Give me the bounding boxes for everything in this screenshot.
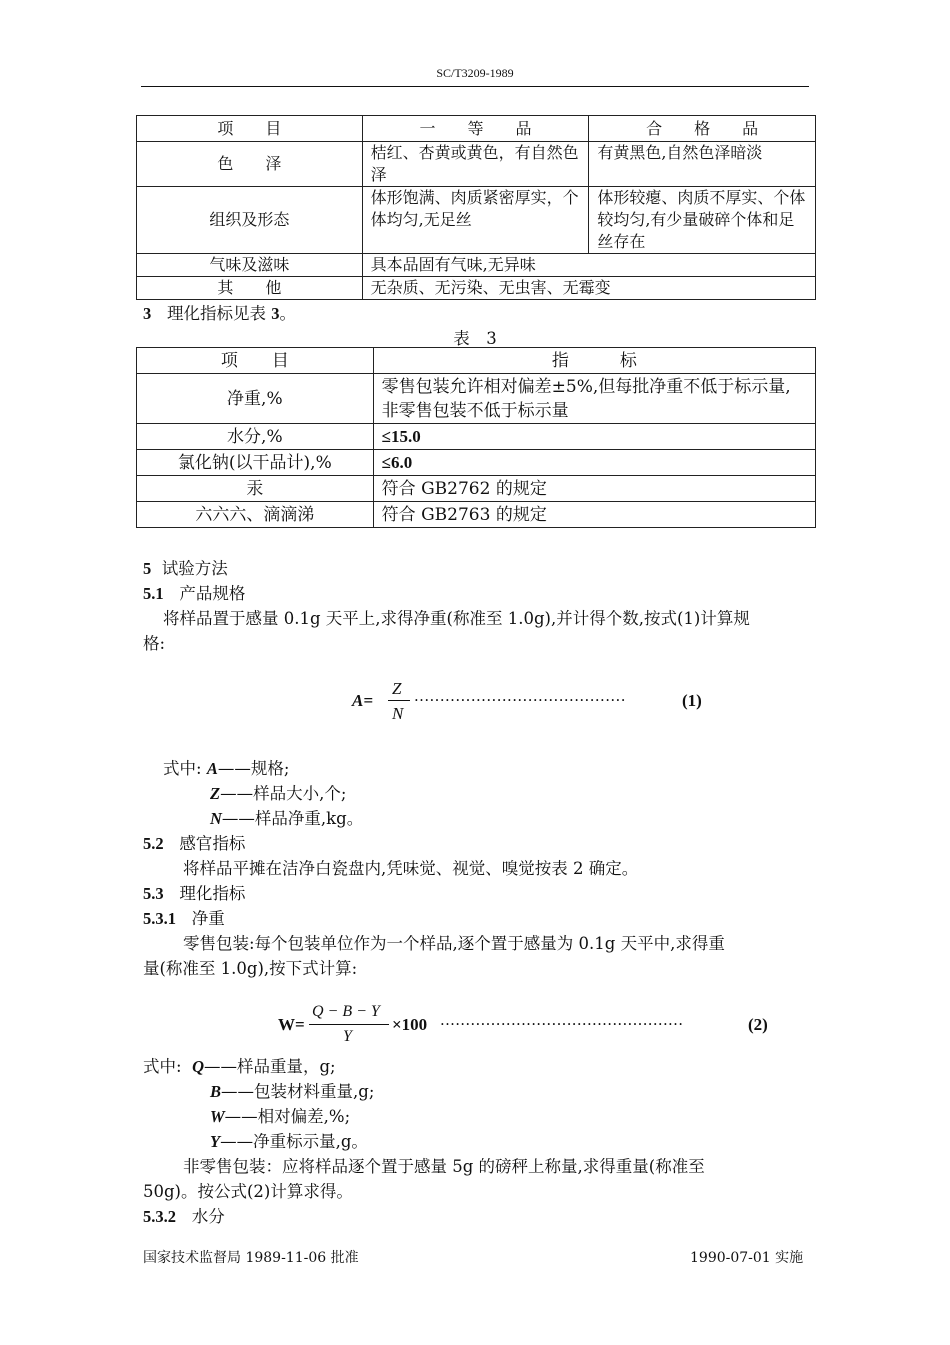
paragraph: 将样品平摊在洁净白瓷盘内,凭味觉、视觉、嗅觉按表 2 确定。 [183, 859, 639, 878]
var-symbol: Z [210, 784, 221, 803]
table-cell: 符合 GB2763 的规定 [373, 502, 815, 528]
table-header-cell: 指 标 [373, 348, 815, 374]
table-row [137, 254, 816, 277]
formula-1-lhs: A= [352, 691, 374, 710]
header-rule [141, 86, 809, 87]
formula-2-dots: ················································ [440, 1015, 684, 1033]
var-line [210, 1103, 350, 1127]
table-header-cell: 项 目 [137, 348, 374, 374]
paragraph: 50g)。按公式(2)计算求得。 [143, 1182, 353, 1201]
table-3 [136, 347, 816, 528]
table-row [137, 142, 816, 187]
where-1: 式中: A——规格; [163, 759, 290, 778]
table-row [137, 476, 816, 502]
var-desc: ——相对偏差,%; [224, 1107, 351, 1126]
section-5-title [143, 555, 228, 579]
table-cell: 汞 [137, 476, 374, 502]
section-number: 3 [143, 304, 152, 323]
paragraph: 格: [143, 634, 166, 653]
table-row [137, 374, 816, 424]
section-5-3-2-title [143, 1203, 225, 1227]
var-symbol: N [210, 809, 222, 828]
section-number: 5 [143, 559, 152, 578]
table-cell: 净重,% [137, 374, 374, 424]
table-2 [136, 115, 816, 300]
section-5-3-1-title [143, 905, 225, 929]
table-cell: 组织及形态 [137, 187, 363, 254]
table-cell: 无杂质、无污染、无虫害、无霉变 [362, 277, 815, 300]
table-cell: 体形较瘪、肉质不厚实、个体较均匀,有少量破碎个体和足丝存在 [589, 187, 816, 254]
table-row [137, 450, 816, 476]
section-title: 水分 [191, 1207, 225, 1226]
section-text: 理化指标见表 [167, 304, 266, 323]
table-header-cell: 合 格 品 [589, 116, 816, 142]
table-cell: 有黄黑色,自然色泽暗淡 [589, 142, 816, 187]
var-symbol: Q [192, 1057, 204, 1076]
table-header-row [137, 116, 816, 142]
table-cell: ≤15.0 [373, 424, 815, 450]
formula-1-fraction-bar [388, 700, 410, 701]
formula-2-fraction-bar [309, 1024, 389, 1025]
formula-2-lhs: W= [278, 1015, 305, 1034]
table-cell: 具本品固有气味,无异味 [362, 254, 815, 277]
footer-approval: 国家技术监督局 1989-11-06 批准 [143, 1250, 359, 1266]
section-number: 5.3 [143, 884, 164, 903]
formula-2-denominator: Y [343, 1028, 352, 1045]
section-title: 理化指标 [179, 884, 246, 903]
var-symbol: A [206, 759, 218, 778]
formula-2-multiplier: ×100 [392, 1015, 428, 1034]
table-ref: 3 [271, 304, 280, 323]
section-title: 试验方法 [161, 559, 228, 578]
table-row [137, 277, 816, 300]
var-symbol: B [210, 1082, 222, 1101]
var-desc: ——样品大小,个; [220, 784, 347, 803]
paragraph: 量(称准至 1.0g),按下式计算: [143, 959, 358, 978]
table-cell: 水分,% [137, 424, 374, 450]
formula-1-numerator: Z [392, 679, 402, 698]
table-cell: 桔红、杏黄或黄色，有自然色泽 [362, 142, 589, 187]
table-header-cell: 一 等 品 [362, 116, 589, 142]
var-symbol: W [210, 1107, 225, 1126]
table-cell: 氯化钠(以干品计),% [137, 450, 374, 476]
table-row [137, 424, 816, 450]
formula-1-denominator: N [392, 704, 404, 723]
table-cell: 零售包装允许相对偏差±5%,但每批净重不低于标示量,非零售包装不低于标示量 [373, 374, 815, 424]
var-line [210, 805, 363, 829]
paragraph: 将样品置于感量 0.1g 天平上,求得净重(称准至 1.0g),并计得个数,按式(1)计算规 [163, 609, 750, 628]
var-line [210, 1128, 368, 1152]
var-line [210, 1078, 374, 1102]
table-cell: 体形饱满、肉质紧密厚实，个体均匀,无足丝 [362, 187, 589, 254]
section-title: 产品规格 [179, 584, 246, 603]
formula-1-tag: (1) [682, 691, 702, 710]
section-title: 感官指标 [179, 834, 246, 853]
table-cell: 符合 GB2762 的规定 [373, 476, 815, 502]
table-cell: 色 泽 [137, 142, 363, 187]
table-cell: 其 他 [137, 277, 363, 300]
footer-effective: 1990-07-01 实施 [690, 1250, 804, 1266]
var-desc: ——包装材料重量,g; [221, 1082, 375, 1101]
paragraph: 零售包装:每个包装单位作为一个样品,逐个置于感量为 0.1g 天平中,求得重 [183, 934, 725, 953]
table-cell: 气味及滋味 [137, 254, 363, 277]
section-title: 净重 [191, 909, 225, 928]
var-symbol: Y [210, 1132, 221, 1151]
section-3-line [143, 300, 296, 324]
section-number: 5.2 [143, 834, 164, 853]
var-desc: ——样品净重,kg。 [221, 809, 364, 828]
table-header-row [137, 348, 816, 374]
formula-2-numerator: Q − B − Y [312, 1003, 380, 1020]
table-header-cell: 项 目 [137, 116, 363, 142]
section-number: 5.3.1 [143, 909, 176, 928]
section-number: 5.3.2 [143, 1207, 176, 1226]
formula-2-tag: (2) [748, 1015, 768, 1034]
var-desc: ——净重标示量,g。 [220, 1132, 368, 1151]
section-5-3-title [143, 880, 245, 904]
table-row [137, 502, 816, 528]
paragraph: 非零售包装：应将样品逐个置于感量 5g 的磅秤上称量,求得重量(称准至 [183, 1157, 705, 1176]
var-desc: ——规格; [217, 759, 290, 778]
header-code: SC/T3209-1989 [436, 66, 514, 80]
table-cell: 六六六、滴滴涕 [137, 502, 374, 528]
formula-1-dots: ········································· [414, 691, 626, 709]
where-2: 式中: Q——样品重量，g; [143, 1057, 336, 1076]
table-3-caption: 表 3 [453, 329, 497, 348]
table-row [137, 187, 816, 254]
section-5-1-title [143, 580, 245, 604]
section-5-2-title [143, 830, 245, 854]
section-text-end: 。 [279, 304, 296, 323]
section-number: 5.1 [143, 584, 164, 603]
var-desc: ——样品重量，g; [203, 1057, 336, 1076]
var-line [210, 780, 346, 804]
table-cell: ≤6.0 [373, 450, 815, 476]
